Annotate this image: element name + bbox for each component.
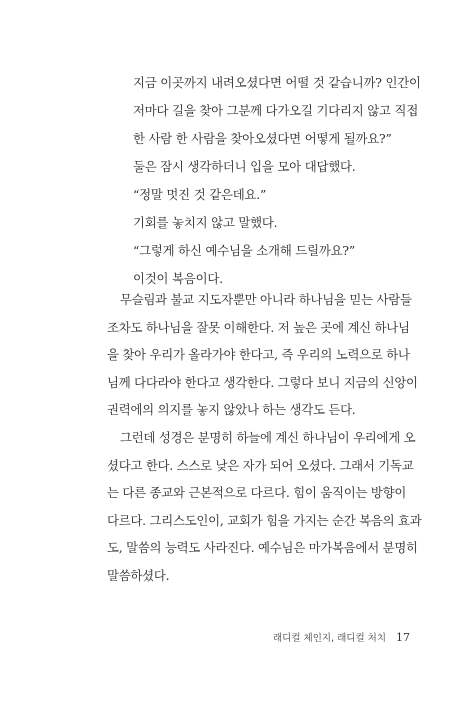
paragraph-line: 님께 다다라야 한다고 생각한다. 그렇다 보니 지금의 신앙이 [107,374,418,390]
dialogue-line: 저마다 길을 찾아 그분께 다가오길 기다리지 않고 직접 [133,103,419,118]
paragraph-line: 다르다. 그리스도인이, 교회가 힘을 가지는 순간 복음의 효과 [107,512,422,528]
book-title: 래디컬 체인지, 래디컬 처치 [272,633,386,644]
paragraph-line: 도, 말씀의 능력도 사라진다. 예수님은 마가복음에서 분명히 [107,540,418,556]
dialogue-block [133,69,443,293]
paragraph-line: 무슬림과 불교 지도자뿐만 아니라 하나님을 믿는 사람들 [120,292,412,307]
running-footer [273,630,410,644]
paragraph-line: 을 찾아 우리가 올라가야 한다고, 즉 우리의 노력으로 하나 [107,347,410,363]
dialogue-line: “정말 멋진 것 같은데요.” [133,187,267,202]
dialogue-line: 지금 이곳까지 내려오셨다면 어떨 것 같습니까? 인간이 [133,75,421,90]
paragraph-line: 말씀하셨다. [107,567,170,583]
dialogue-line: 이것이 복음이다. [133,271,223,286]
paragraph-line: 권력에의 의지를 놓지 않았나 하는 생각도 든다. [107,402,356,418]
paragraph-line: 는 다른 종교와 근본적으로 다르다. 힘이 움직이는 방향이 [107,485,407,501]
dialogue-line: 둘은 잠시 생각하더니 입을 모아 대답했다. [133,159,356,174]
paragraph-line: 조차도 하나님을 잘못 이해한다. 저 높은 곳에 계신 하나님 [107,319,410,335]
dialogue-line: 기회를 놓치지 않고 말했다. [133,215,278,230]
dialogue-line: 한 사람 한 사람을 찾아오셨다면 어떻게 될까요?” [133,131,392,146]
paragraph-line: 그런데 성경은 분명히 하늘에 계신 하나님이 우리에게 오 [120,429,416,445]
body-text [107,286,443,590]
dialogue-line: “그렇게 하신 예수님을 소개해 드릴까요?” [133,243,355,258]
page-number: 17 [396,631,410,644]
paragraph-line: 셨다고 한다. 스스로 낮은 자가 되어 오셨다. 그래서 기독교 [107,457,414,473]
